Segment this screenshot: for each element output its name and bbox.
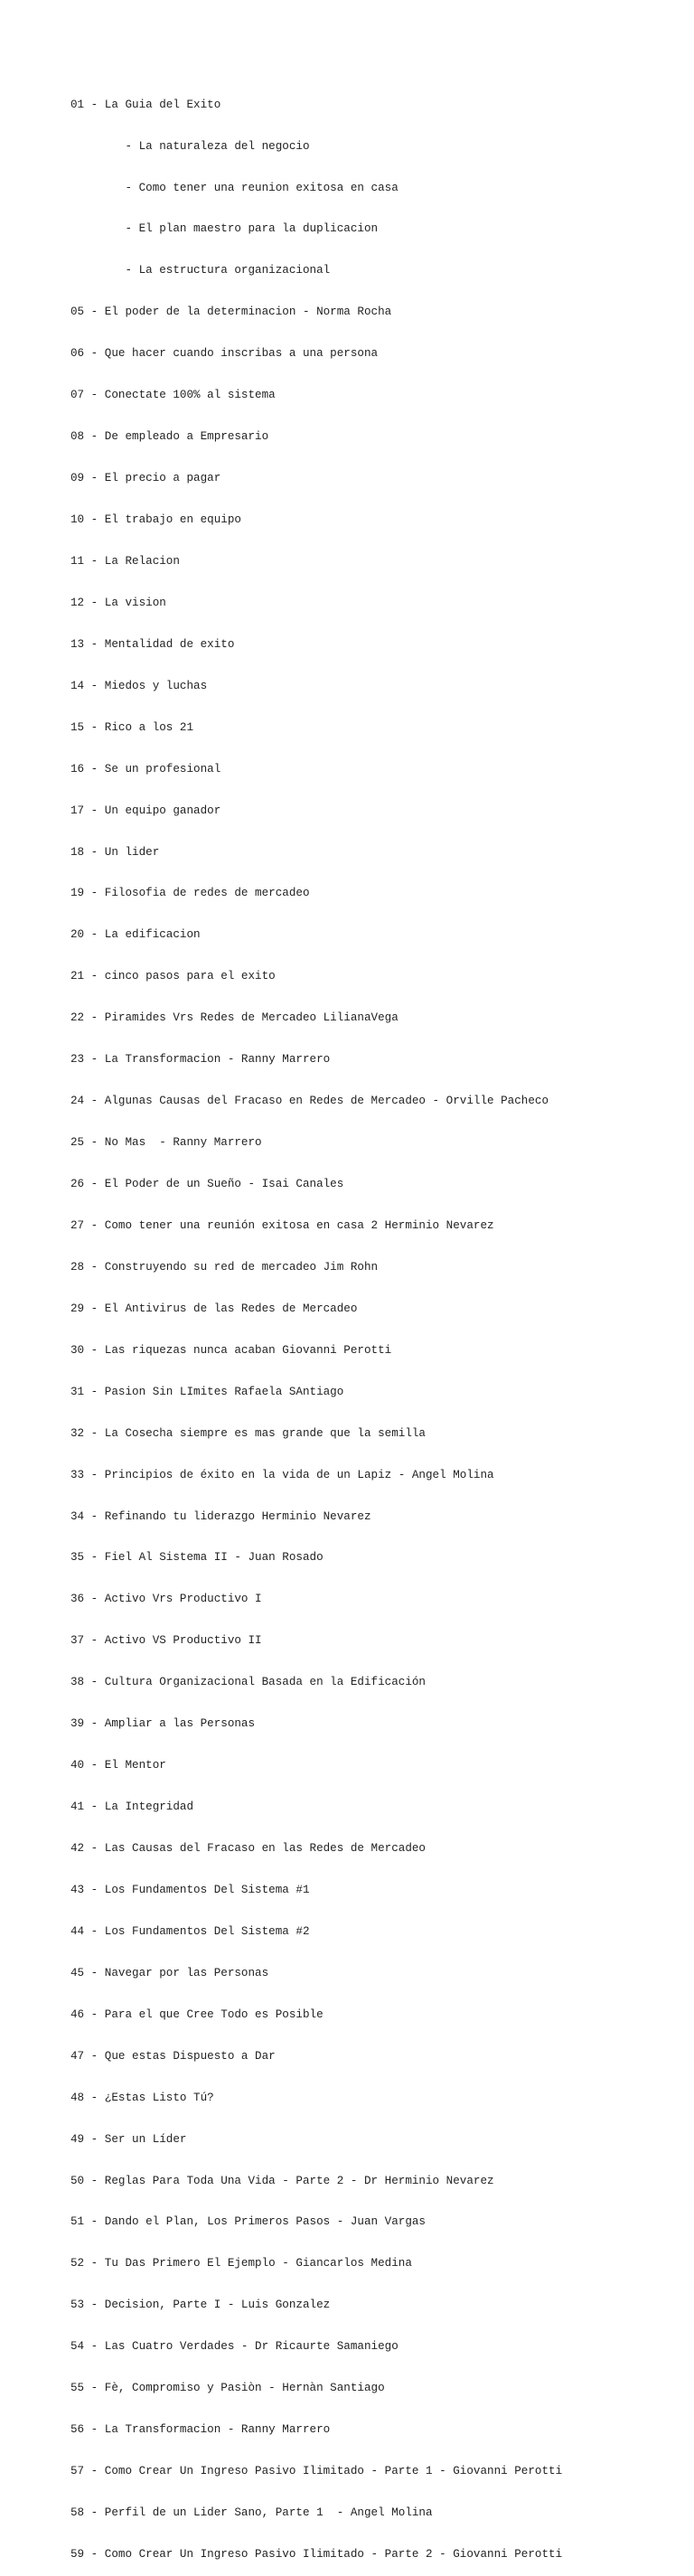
text-line: 35 - Fiel Al Sistema II - Juan Rosado: [70, 1551, 324, 1565]
text-line: 55 - Fè, Compromiso y Pasiòn - Hernàn Santiago: [70, 2382, 385, 2395]
text-line: 47 - Que estas Dispuesto a Dar: [70, 2049, 276, 2063]
text-line: 38 - Cultura Organizacional Basada en la Edificación: [70, 1676, 426, 1689]
text-line: 29 - El Antivirus de las Redes de Mercadeo: [70, 1302, 358, 1315]
text-line: 54 - Las Cuatro Verdades - Dr Ricaurte Samaniego: [70, 2340, 399, 2354]
text-line: 07 - Conectate 100% al sistema: [70, 389, 276, 402]
text-line: 12 - La vision: [70, 596, 166, 609]
text-line: - El plan maestro para la duplicacion: [70, 222, 379, 236]
text-line: 26 - El Poder de un Sueño - Isai Canales: [70, 1178, 344, 1190]
text-line: 42 - Las Causas del Fracaso en las Redes de Mercadeo: [70, 1842, 426, 1855]
text-line: 05 - El poder de la determinacion - Norma Rocha: [70, 306, 392, 319]
text-line: 32 - La Cosecha siempre es mas grande que la semilla: [70, 1426, 426, 1440]
text-line: 50 - Reglas Para Toda Una Vida - Parte 2 - Dr Herminio Nevarez: [70, 2174, 494, 2187]
text-line: 08 - De empleado a Empresario: [70, 430, 269, 444]
text-line: 39 - Ampliar a las Personas: [70, 1717, 256, 1731]
text-line: 24 - Algunas Causas del Fracaso en Redes de Mercadeo - Orville Pacheco: [70, 1095, 549, 1108]
text-line: 10 - El trabajo en equipo: [70, 513, 241, 526]
text-line: 30 - Las riquezas nunca acaban Giovanni Perotti: [70, 1343, 392, 1357]
text-line: 31 - Pasion Sin LImites Rafaela SAntiago: [70, 1385, 344, 1398]
text-line: 21 - cinco pasos para el exito: [70, 970, 276, 983]
text-line: 37 - Activo VS Productivo II: [70, 1634, 262, 1648]
text-line: - Como tener una reunion exitosa en casa: [70, 181, 399, 194]
text-line: 17 - Un equipo ganador: [70, 804, 221, 817]
text-line: 33 - Principios de éxito en la vida de un Lapiz - Angel Molina: [70, 1468, 494, 1481]
text-line: 43 - Los Fundamentos Del Sistema #1: [70, 1883, 310, 1896]
text-line: 34 - Refinando tu liderazgo Herminio Nevarez: [70, 1509, 371, 1523]
text-line: 01 - La Guia del Exito: [70, 98, 221, 111]
text-line: 27 - Como tener una reunión exitosa en casa 2 Herminio Nevarez: [70, 1218, 494, 1232]
text-line: 46 - Para el que Cree Todo es Posible: [70, 2007, 324, 2021]
text-line: 16 - Se un profesional: [70, 762, 221, 776]
text-line: 56 - La Transformacion - Ranny Marrero: [70, 2423, 331, 2437]
text-line: 57 - Como Crear Un Ingreso Pasivo Ilimitado - Parte 1 - Giovanni Perotti: [70, 2465, 563, 2478]
text-line: 25 - No Mas - Ranny Marrero: [70, 1136, 262, 1150]
text-line: 51 - Dando el Plan, Los Primeros Pasos - Juan Vargas: [70, 2215, 426, 2229]
text-line: 06 - Que hacer cuando inscribas a una persona: [70, 347, 379, 361]
text-line: - La estructura organizacional: [70, 264, 331, 277]
text-line: 23 - La Transformacion - Ranny Marrero: [70, 1053, 331, 1067]
text-line: 58 - Perfil de un Lider Sano, Parte 1 - Angel Molina: [70, 2506, 433, 2519]
text-line: 49 - Ser un Líder: [70, 2132, 187, 2146]
text-line: - La naturaleza del negocio: [70, 139, 310, 153]
text-line: 18 - Un lider: [70, 845, 160, 859]
document-text: [70, 71, 562, 2576]
text-line: 22 - Piramides Vrs Redes de Mercadeo LilianaVega: [70, 1011, 399, 1025]
text-line: 48 - ¿Estas Listo Tú?: [70, 2091, 214, 2104]
text-line: 52 - Tu Das Primero El Ejemplo - Giancarlos Medina: [70, 2257, 412, 2270]
text-line: 36 - Activo Vrs Productivo I: [70, 1593, 262, 1606]
text-line: 41 - La Integridad: [70, 1800, 194, 1814]
text-line: 40 - El Mentor: [70, 1759, 166, 1772]
text-line: 20 - La edificacion: [70, 928, 201, 942]
text-line: 09 - El precio a pagar: [70, 472, 221, 485]
text-line: 13 - Mentalidad de exito: [70, 637, 235, 651]
text-line: 11 - La Relacion: [70, 554, 180, 568]
text-line: 28 - Construyendo su red de mercadeo Jim Rohn: [70, 1260, 379, 1274]
text-line: 53 - Decision, Parte I - Luis Gonzalez: [70, 2299, 331, 2312]
text-line: 14 - Miedos y luchas: [70, 679, 208, 692]
text-line: 59 - Como Crear Un Ingreso Pasivo Ilimitado - Parte 2 - Giovanni Perotti: [70, 2547, 563, 2561]
text-line: 45 - Navegar por las Personas: [70, 1966, 269, 1979]
text-line: 15 - Rico a los 21: [70, 720, 194, 734]
text-line: 44 - Los Fundamentos Del Sistema #2: [70, 1924, 310, 1938]
text-line: 19 - Filosofia de redes de mercadeo: [70, 887, 310, 900]
